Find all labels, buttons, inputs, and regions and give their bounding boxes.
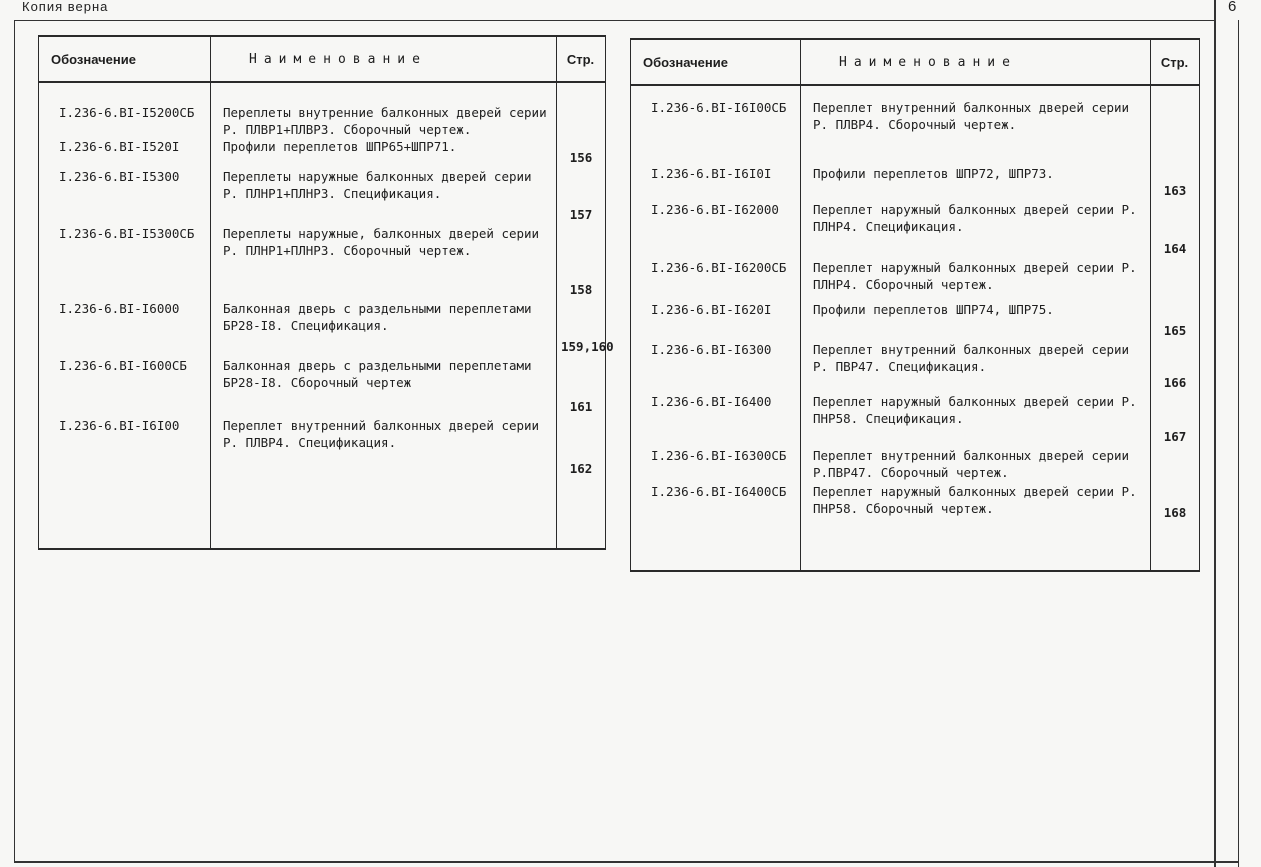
header-page: Стр. — [557, 36, 606, 82]
table-row — [631, 259, 1200, 301]
header-designation: Обозначение — [39, 36, 211, 82]
header-page: Стр. — [1151, 39, 1200, 85]
page-cell: 161 — [557, 357, 606, 417]
page-cell: 158 — [557, 225, 606, 300]
page-cell — [1151, 259, 1200, 301]
page-cell: 159,160 — [557, 300, 606, 357]
name-cell: Профили переплетов ШПР65+ШПР71. — [211, 138, 557, 168]
page-cell — [1151, 99, 1200, 165]
page-cell: 157 — [557, 168, 606, 225]
sheet-number: 6 — [1228, 0, 1237, 15]
header-designation: Обозначение — [631, 39, 801, 85]
page-cell: 166 — [1151, 341, 1200, 393]
table-row — [631, 201, 1200, 259]
copy-certified-stamp: Копия верна — [22, 0, 109, 14]
page-cell: 156 — [557, 138, 606, 168]
table-row — [39, 138, 606, 168]
name-cell: Профили переплетов ШПР74, ШПР75. — [801, 301, 1151, 341]
name-cell: Переплет внутренний балконных дверей серии Р. ПЛВР4. Сборочный чертеж. — [801, 99, 1151, 165]
name-cell: Переплет внутренний балконных дверей серии Р. ПВР47. Спецификация. — [801, 341, 1151, 393]
designation-cell: I.236-6.BI-I62000 — [631, 201, 801, 259]
contents-table-left — [38, 35, 614, 550]
contents-table-right — [630, 38, 1200, 572]
table-row — [631, 165, 1200, 201]
rows-right — [631, 85, 1200, 571]
name-cell: Переплет наружный балконных дверей серии Р. ПНР58. Сборочный чертеж. — [801, 483, 1151, 523]
page-cell: 162 — [557, 417, 606, 479]
table-row — [39, 104, 606, 138]
name-cell: Балконная дверь с раздельными переплетами БР28-I8. Сборочный чертеж — [211, 357, 557, 417]
frame-bottom-line — [14, 861, 1239, 863]
name-cell: Переплет наружный балконных дверей серии Р. ПЛНР4. Сборочный чертеж. — [801, 259, 1151, 301]
page-cell: 167 — [1151, 393, 1200, 447]
table-row — [631, 393, 1200, 447]
page-cell: 164 — [1151, 201, 1200, 259]
designation-cell: I.236-6.BI-I6300 — [631, 341, 801, 393]
table-row — [39, 357, 606, 417]
designation-cell: I.236-6.BI-I5200СБ — [39, 104, 211, 138]
name-cell: Балконная дверь с раздельными переплетами БР28-I8. Спецификация. — [211, 300, 557, 357]
table-row — [631, 483, 1200, 523]
table-row — [39, 417, 606, 479]
table-row — [39, 300, 606, 357]
name-cell: Переплет внутренний балконных дверей серии Р. ПЛВР4. Спецификация. — [211, 417, 557, 479]
page-cell: 168 — [1151, 483, 1200, 523]
table-row — [39, 168, 606, 225]
header-name: Наименование — [801, 39, 1151, 85]
name-cell: Переплеты наружные, балконных дверей серии Р. ПЛНР1+ПЛНР3. Сборочный чертеж. — [211, 225, 557, 300]
designation-cell: I.236-6.BI-I5300СБ — [39, 225, 211, 300]
table-header-row — [631, 39, 1200, 85]
rows-left — [39, 82, 614, 549]
frame-top-line — [14, 20, 1214, 21]
table-row — [631, 341, 1200, 393]
page-cell — [557, 104, 606, 138]
designation-cell: I.236-6.BI-I6I00СБ — [631, 99, 801, 165]
table-row — [631, 447, 1200, 483]
frame-right-edge-line — [1238, 20, 1239, 867]
name-cell: Переплет наружный балконных дверей серии Р. ПЛНР4. Спецификация. — [801, 201, 1151, 259]
frame-right-line — [1214, 0, 1216, 867]
designation-cell: I.236-6.BI-I520I — [39, 138, 211, 168]
designation-cell: I.236-6.BI-I6200СБ — [631, 259, 801, 301]
designation-cell: I.236-6.BI-I600СБ — [39, 357, 211, 417]
designation-cell: I.236-6.BI-I6300СБ — [631, 447, 801, 483]
name-cell: Переплет наружный балконных дверей серии Р. ПНР58. Спецификация. — [801, 393, 1151, 447]
name-cell: Профили переплетов ШПР72, ШПР73. — [801, 165, 1151, 201]
designation-cell: I.236-6.BI-I6400 — [631, 393, 801, 447]
table-row — [631, 99, 1200, 165]
table-row — [631, 301, 1200, 341]
name-cell: Переплеты внутренние балконных дверей серии Р. ПЛВР1+ПЛВР3. Сборочный чертеж. — [211, 104, 557, 138]
designation-cell: I.236-6.BI-I5300 — [39, 168, 211, 225]
table-header-row — [39, 36, 606, 82]
frame-left-line — [14, 20, 15, 862]
page-cell — [1151, 447, 1200, 483]
page-cell: 165 — [1151, 301, 1200, 341]
header-name: Наименование — [211, 36, 557, 82]
table-row — [39, 225, 606, 300]
designation-cell: I.236-6.BI-I6I00 — [39, 417, 211, 479]
name-cell: Переплет внутренний балконных дверей серии Р.ПВР47. Сборочный чертеж. — [801, 447, 1151, 483]
designation-cell: I.236-6.BI-I6I0I — [631, 165, 801, 201]
designation-cell: I.236-6.BI-I6400СБ — [631, 483, 801, 523]
designation-cell: I.236-6.BI-I620I — [631, 301, 801, 341]
designation-cell: I.236-6.BI-I6000 — [39, 300, 211, 357]
page-cell: 163 — [1151, 165, 1200, 201]
name-cell: Переплеты наружные балконных дверей серии Р. ПЛНР1+ПЛНР3. Спецификация. — [211, 168, 557, 225]
